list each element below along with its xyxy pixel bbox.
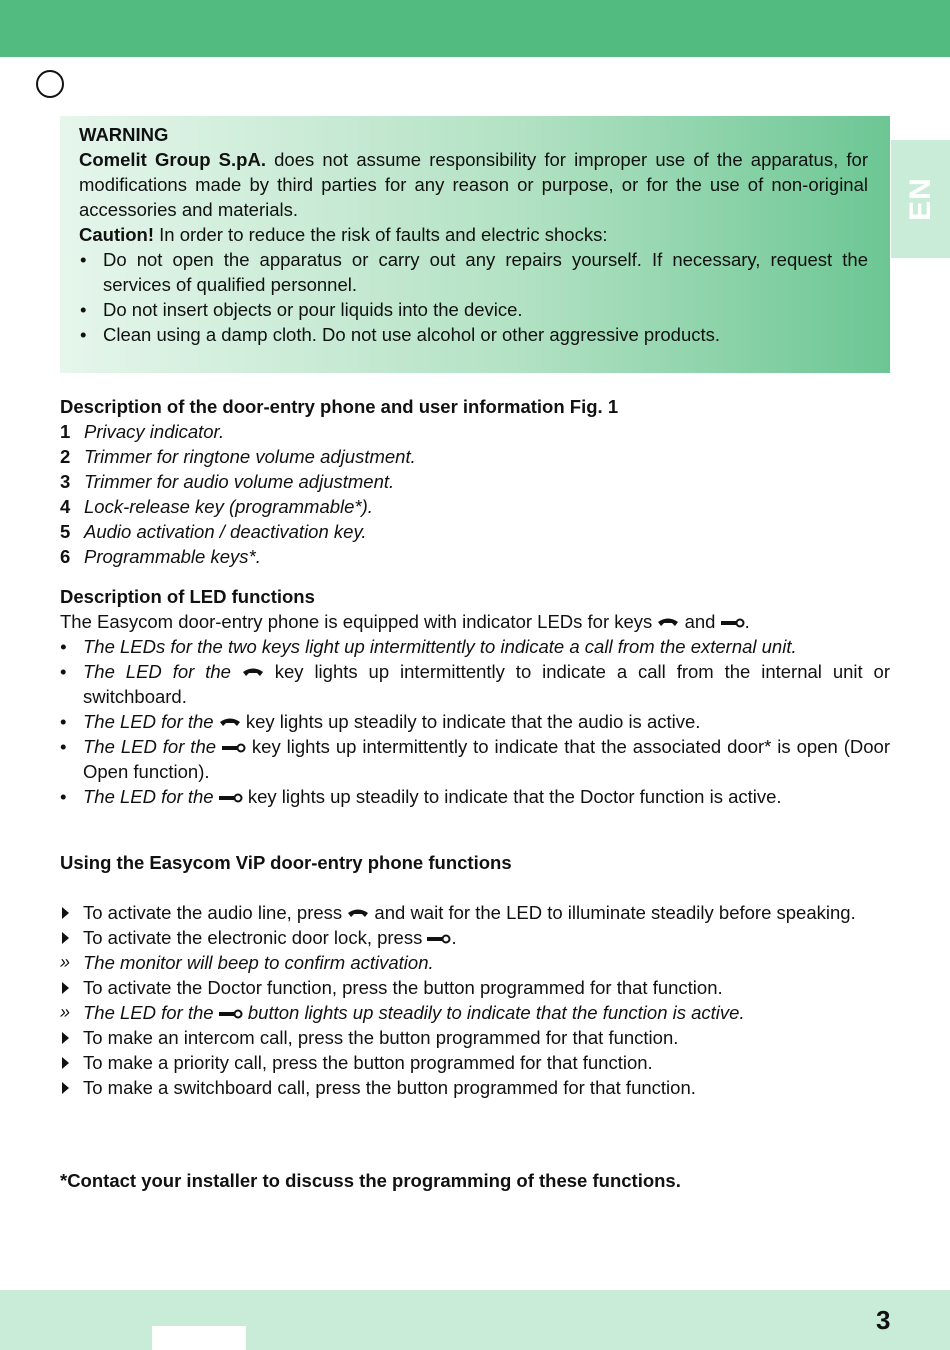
note-item — [60, 1000, 890, 1025]
led-bullet — [60, 734, 890, 784]
item-text: Trimmer for audio volume adjustment. — [84, 471, 395, 492]
led-intro-text: The Easycom door-entry phone is equipped with indicator LEDs for keys — [60, 611, 658, 632]
step-text: To make a priority call, press the button programmed for that function. — [83, 1052, 653, 1073]
step-text: To activate the Doctor function, press the button programmed for that function. — [83, 977, 723, 998]
key-icon — [219, 793, 243, 803]
warning-title: WARNING — [79, 124, 169, 145]
note-text: button lights up steadily to indicate that the function is active. — [242, 1002, 745, 1023]
description-section — [60, 394, 890, 569]
warning-paragraph — [79, 147, 868, 222]
led-bullet-text: key lights up intermittently to indicate that the associated door* is open (Door Open function). — [83, 736, 890, 782]
led-intro-text: . — [744, 611, 750, 632]
step-arrow-icon — [62, 932, 69, 944]
step-item — [60, 975, 890, 1000]
key-icon — [222, 743, 246, 753]
led-heading: Description of LED functions — [60, 586, 315, 607]
caution-text: In order to reduce the risk of faults and electric shocks: — [154, 224, 608, 245]
footer-note: *Contact your installer to discuss the programming of these functions. — [60, 1170, 681, 1191]
using-section — [60, 900, 890, 1100]
step-arrow-icon — [62, 907, 69, 919]
step-text: To make an intercom call, press the button programmed for that function. — [83, 1027, 679, 1048]
using-steps — [60, 900, 890, 1100]
note-text: The LED for the — [83, 1002, 219, 1023]
step-text: To make a switchboard call, press the button programmed for that function. — [83, 1077, 696, 1098]
warning-bullet: • Do not open the apparatus or carry out any repairs yourself. If necessary, request the services of qualified personnel. — [79, 247, 868, 297]
language-tab-label: EN — [903, 177, 937, 221]
description-list — [60, 419, 890, 569]
using-heading-block — [60, 850, 890, 875]
caution-line — [79, 222, 868, 247]
language-tab — [891, 140, 950, 258]
phone-handset-icon — [347, 908, 369, 920]
step-text: . — [451, 927, 457, 948]
using-heading: Using the Easycom ViP door-entry phone functions — [60, 852, 512, 873]
step-item — [60, 925, 890, 950]
led-bullet-lead: The LED for the — [83, 661, 242, 682]
step-arrow-icon — [62, 1032, 69, 1044]
item-text: Audio activation / deactivation key. — [84, 521, 367, 542]
led-section — [60, 584, 890, 809]
led-bullet-lead: The LED for the — [83, 736, 222, 757]
led-bullet-lead: The LED for the — [83, 786, 219, 807]
item-number: 1 — [60, 421, 71, 442]
item-text: Lock-release key (programmable*). — [84, 496, 373, 517]
warning-bullet: • Clean using a damp cloth. Do not use alcohol or other aggressive products. — [79, 322, 868, 347]
led-intro-text: and — [679, 611, 721, 632]
phone-handset-icon — [219, 717, 241, 729]
led-bullet — [60, 784, 890, 809]
key-icon — [219, 1009, 243, 1019]
warning-bullet: • Do not insert objects or pour liquids into the device. — [79, 297, 868, 322]
note-marker: » — [60, 1002, 71, 1022]
key-icon — [427, 934, 451, 944]
page-number: 3 — [876, 1305, 891, 1335]
warning-paragraph-text: does not assume responsibility for improper use of the apparatus, for modifications made by third parties for any reason or purpose, or for the use of non-original accessories and materials. — [79, 149, 868, 220]
description-heading: Description of the door-entry phone and user information Fig. 1 — [60, 396, 619, 417]
phone-handset-icon — [657, 617, 679, 629]
footer-bar — [0, 1290, 950, 1350]
item-number: 2 — [60, 446, 71, 467]
phone-handset-icon — [242, 667, 264, 679]
step-text: To activate the audio line, press — [83, 902, 348, 923]
step-text: To activate the electronic door lock, press — [83, 927, 428, 948]
step-item — [60, 1025, 890, 1050]
item-number: 5 — [60, 521, 71, 542]
item-number: 3 — [60, 471, 71, 492]
led-bullet: • The LEDs for the two keys light up intermittently to indicate a call from the external unit. — [60, 634, 890, 659]
led-list — [60, 634, 890, 809]
led-bullet-text: key lights up steadily to indicate that the Doctor function is active. — [242, 786, 782, 807]
list-item — [60, 494, 890, 519]
led-bullet-lead: The LED for the — [83, 711, 219, 732]
led-intro — [60, 609, 890, 634]
warning-list — [79, 247, 868, 347]
item-number: 6 — [60, 546, 71, 567]
list-item — [60, 419, 890, 444]
step-arrow-icon — [62, 982, 69, 994]
step-arrow-icon — [62, 1082, 69, 1094]
led-bullet-text: key lights up steadily to indicate that the audio is active. — [240, 711, 701, 732]
led-bullet — [60, 659, 890, 709]
circle-mark — [36, 70, 64, 98]
step-arrow-icon — [62, 1057, 69, 1069]
led-bullet-text: key lights up intermittently to indicate a call from the internal unit or switchboard. — [83, 661, 891, 707]
header-bar — [0, 0, 950, 57]
item-text: Trimmer for ringtone volume adjustment. — [84, 446, 416, 467]
step-item — [60, 1075, 890, 1100]
list-item — [60, 519, 890, 544]
note-marker: » — [60, 952, 71, 972]
step-item — [60, 1050, 890, 1075]
list-item — [60, 444, 890, 469]
list-item — [60, 544, 890, 569]
item-text: Programmable keys*. — [84, 546, 261, 567]
note-text: The monitor will beep to confirm activation. — [83, 952, 434, 973]
led-bullet — [60, 709, 890, 734]
list-item — [60, 469, 890, 494]
caution-label: Caution! — [79, 224, 155, 245]
company-name: Comelit Group S.pA. — [79, 149, 266, 170]
footer-white-block — [152, 1326, 246, 1350]
warning-box — [60, 116, 890, 373]
item-text: Privacy indicator. — [84, 421, 225, 442]
key-icon — [721, 618, 745, 628]
item-number: 4 — [60, 496, 71, 517]
note-item — [60, 950, 890, 975]
step-item — [60, 900, 890, 925]
step-text: and wait for the LED to illuminate steadily before speaking. — [369, 902, 856, 923]
